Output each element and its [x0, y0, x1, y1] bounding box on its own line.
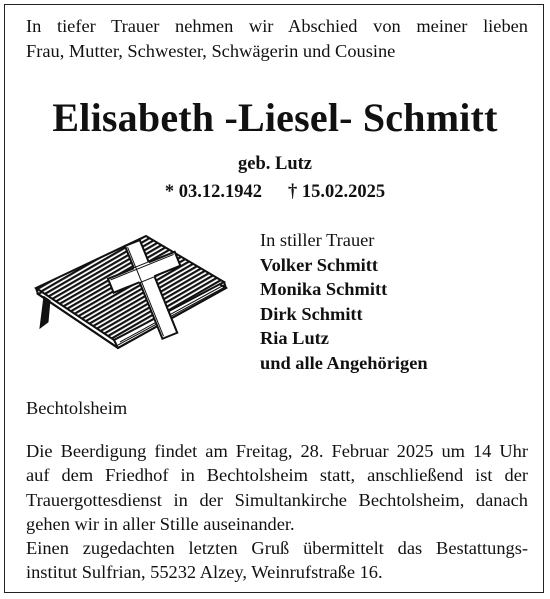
funeral-notice [26, 439, 528, 585]
mourner-name: Monika Schmitt [260, 279, 388, 299]
bible-with-cross-icon [30, 232, 242, 354]
intro-line-2: Frau, Mutter, Schwester, Schwägerin und Cousine [26, 41, 396, 61]
funeral-line: gehen wir in aller Stille auseinander. [26, 513, 295, 534]
funeral-line: Die Beerdigung findet am Freitag, 28. Februar 2025 um 14 Uhr [26, 441, 528, 461]
funeral-line: auf dem Friedhof in Bechtolsheim statt, anschließend ist der [26, 465, 528, 486]
funeral-line: institut Sulfrian, 55232 Alzey, Weinrufstraße 16. [26, 562, 383, 583]
mourners-names [260, 253, 520, 376]
mourners-block [260, 228, 520, 375]
place-name: Bechtolsheim [26, 398, 128, 418]
intro-line-1: In tiefer Trauer nehmen wir Abschied von meiner lieben [26, 16, 528, 36]
mourners-heading: In stiller Trauer [260, 230, 375, 250]
mourner-name: Ria Lutz [260, 328, 329, 348]
mourner-name: Dirk Schmitt [260, 303, 363, 324]
mourner-name: und alle Angehörigen [260, 352, 428, 373]
birth-name: geb. Lutz [238, 154, 312, 174]
deceased-name: Elisabeth -Liesel- Schmitt [52, 95, 498, 140]
intro-text [26, 14, 528, 64]
life-dates [0, 180, 550, 204]
death-date: † 15.02.2025 [288, 182, 386, 202]
birth-date: * 03.12.1942 [164, 182, 262, 202]
funeral-line: Trauergottesdienst in der Simultankirche Bechtolsheim, danach [26, 489, 528, 510]
mourner-name: Volker Schmitt [260, 254, 379, 275]
funeral-line: Einen zugedachten letzten Gruß übermittelt das Bestattungs- [26, 538, 528, 559]
